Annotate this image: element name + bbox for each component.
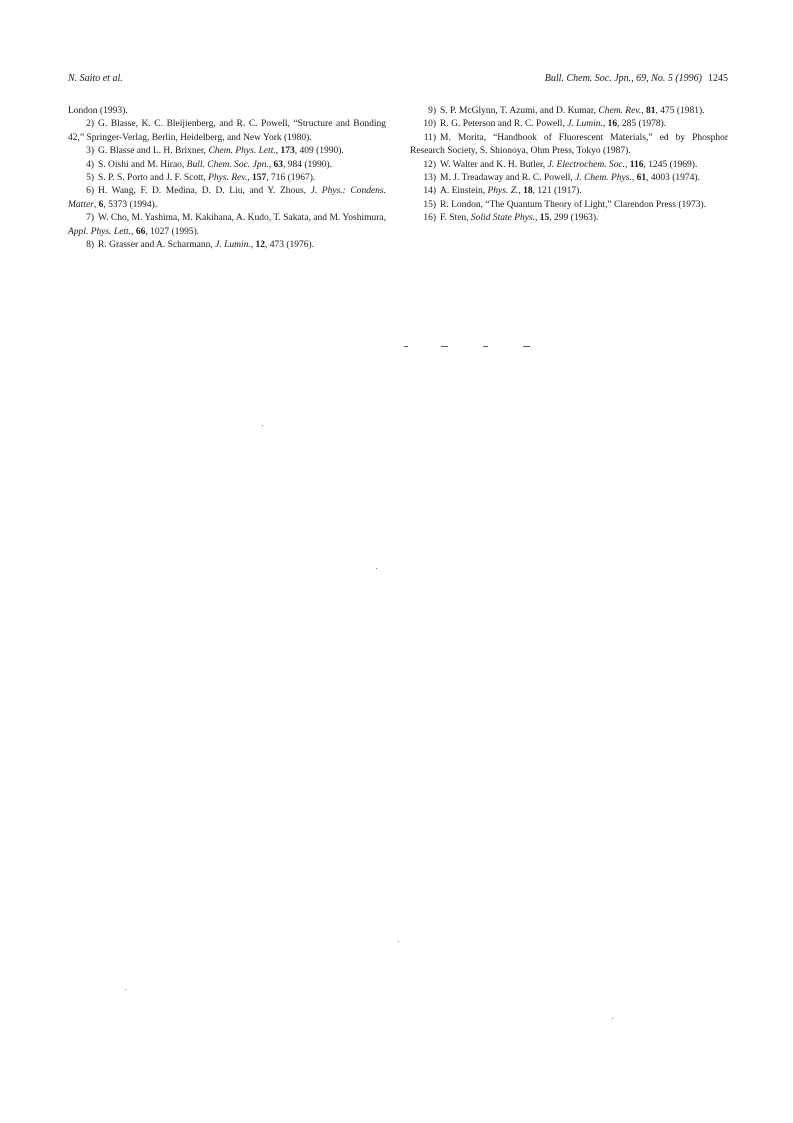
reference-volume: 66 [135,226,146,237]
reference-number: 10) [423,119,436,130]
reference-item [68,172,386,185]
scan-speck [398,941,399,942]
reference-separator: , [535,213,540,224]
running-head [68,73,728,87]
reference-number: 7) [86,213,94,224]
running-head-journal: Bull. Chem. Soc. Jpn., 69, No. 5 (1996) [544,73,702,84]
reference-text: M. J. Treadaway and R. C. Powell, [440,173,576,184]
reference-details: , 285 (1978). [617,119,667,130]
reference-separator: , [275,146,281,157]
reference-journal: J. Electrochem. Soc. [547,159,626,170]
scan-speck [262,425,263,426]
reference-separator: , [93,199,99,210]
reference-item [68,105,386,118]
reference-separator: , [641,106,646,116]
reference-volume: 116 [629,159,644,170]
reference-details: , 121 (1917). [532,186,582,197]
reference-number: 6) [86,186,94,197]
reference-separator: , [625,159,630,170]
reference-item [410,172,728,185]
reference-volume: 63 [273,159,283,170]
reference-journal: Bull. Chem. Soc. Jpn. [186,159,269,170]
reference-separator: , [631,173,637,184]
reference-journal: Chem. Rev. [598,106,642,116]
reference-separator: , [131,226,136,237]
reference-journal: Appl. Phys. Lett. [68,226,132,237]
reference-number: 11) [423,132,436,143]
scan-speck [376,568,377,569]
references-right-column [410,105,728,226]
reference-text: S. P. McGlynn, T. Azumi, and D. Kumar, [440,106,599,116]
reference-number: 8) [86,240,94,251]
reference-number: 13) [423,173,436,184]
reference-text: F. Sten, [440,213,471,224]
reference-item [410,185,728,198]
reference-item [410,118,728,131]
reference-text: London (1993). [68,106,128,116]
reference-journal: J. Lumin. [215,240,251,251]
reference-journal: J. Chem. Phys. [575,173,632,184]
reference-details: , 4003 (1974). [646,173,700,184]
scan-artifact-dash [523,346,530,347]
reference-separator: , [247,173,252,184]
reference-journal: Phys. Rev. [208,173,248,184]
reference-journal: Solid State Phys. [470,213,536,224]
reference-details: , 409 (1990). [294,146,344,157]
reference-text: R. G. Peterson and R. C. Powell, [440,119,568,130]
reference-journal: J. Phys.: Condens. Matter [68,186,386,210]
running-head-authors: N. Saito et al. [68,73,123,84]
reference-volume: 61 [636,173,647,184]
reference-item [68,118,386,145]
reference-text: S. Oishi and M. Hirao, [98,159,187,170]
reference-text: M. Morita, “Handbook of Fluorescent Materials,” ed by Phosphor Research Society, S. Shionoya, Ohm Press, Tokyo (1987). [410,132,728,157]
reference-text: R. London, “The Quantum Theory of Light,” Clarendon Press (1973). [440,199,707,210]
reference-number: 15) [423,199,436,210]
reference-journal: Phys. Z. [487,186,519,197]
reference-text: S. P. S. Porto and J. F. Scott, [98,173,209,184]
reference-details: , 5373 (1994). [103,199,158,210]
reference-text: W. Walter and K. H. Butler, [440,159,548,170]
reference-details: , 1027 (1995). [145,226,200,237]
reference-number: 3) [86,146,94,157]
reference-separator: , [518,186,524,197]
reference-volume: 173 [280,146,295,157]
scan-artifact-dash [483,346,488,347]
reference-item [410,132,728,159]
running-head-journal-block [545,73,728,84]
reference-number: 2) [86,119,94,130]
reference-volume: 157 [251,173,267,184]
reference-volume: 6 [98,199,104,210]
reference-volume: 81 [645,106,656,116]
scan-artifact-dash [404,346,408,347]
reference-separator: , [250,240,256,251]
reference-item [410,212,728,225]
reference-details: , 473 (1976). [265,240,315,251]
reference-journal: J. Lumin. [567,119,603,130]
reference-item [410,105,728,118]
reference-item [410,159,728,172]
reference-item [410,199,728,212]
reference-separator: , [602,119,608,130]
reference-number: 9) [428,106,436,116]
reference-text: W. Cho, M. Yashima, M. Kakihana, A. Kudo, T. Sakata, and M. Yoshimura, [98,213,386,224]
reference-details: , 984 (1990). [282,159,333,170]
references-left-column [68,105,386,252]
reference-number: 12) [423,159,436,170]
reference-item [68,185,386,212]
reference-volume: 15 [539,213,550,224]
reference-text: G. Blasse and L. H. Brixner, [98,146,209,157]
reference-volume: 16 [607,119,618,130]
reference-number: 5) [86,173,94,184]
reference-volume: 18 [523,186,533,197]
reference-number: 14) [423,186,436,197]
reference-item [68,145,386,158]
reference-details: , 1245 (1969). [643,159,698,170]
reference-details: , 716 (1967). [266,173,316,184]
page-number: 1245 [708,73,728,84]
reference-text: H. Wang, F. D. Medina, D. D. Liu, and Y. Zhous, [98,186,311,197]
reference-item [68,239,386,252]
reference-text: A. Einstein, [440,186,488,197]
reference-details: , 299 (1963). [549,213,599,224]
reference-volume: 12 [255,240,266,251]
reference-separator: , [268,159,274,170]
reference-text: G. Blasse, K. C. Bleijienberg, and R. C. Powell, “Structure and Bonding 42,” Springer-Verlag, Berlin, Heidelberg, and New York (1980). [68,119,386,143]
reference-item [68,159,386,172]
reference-item [68,212,386,239]
reference-number: 16) [423,213,436,224]
scan-speck [612,1018,613,1019]
scan-artifact-dash [441,346,448,347]
scan-speck [125,989,126,990]
reference-text: R. Grasser and A. Scharmann, [98,240,216,251]
reference-details: , 475 (1981). [655,106,705,116]
reference-number: 4) [86,159,94,170]
reference-journal: Chem. Phys. Lett. [208,146,276,157]
